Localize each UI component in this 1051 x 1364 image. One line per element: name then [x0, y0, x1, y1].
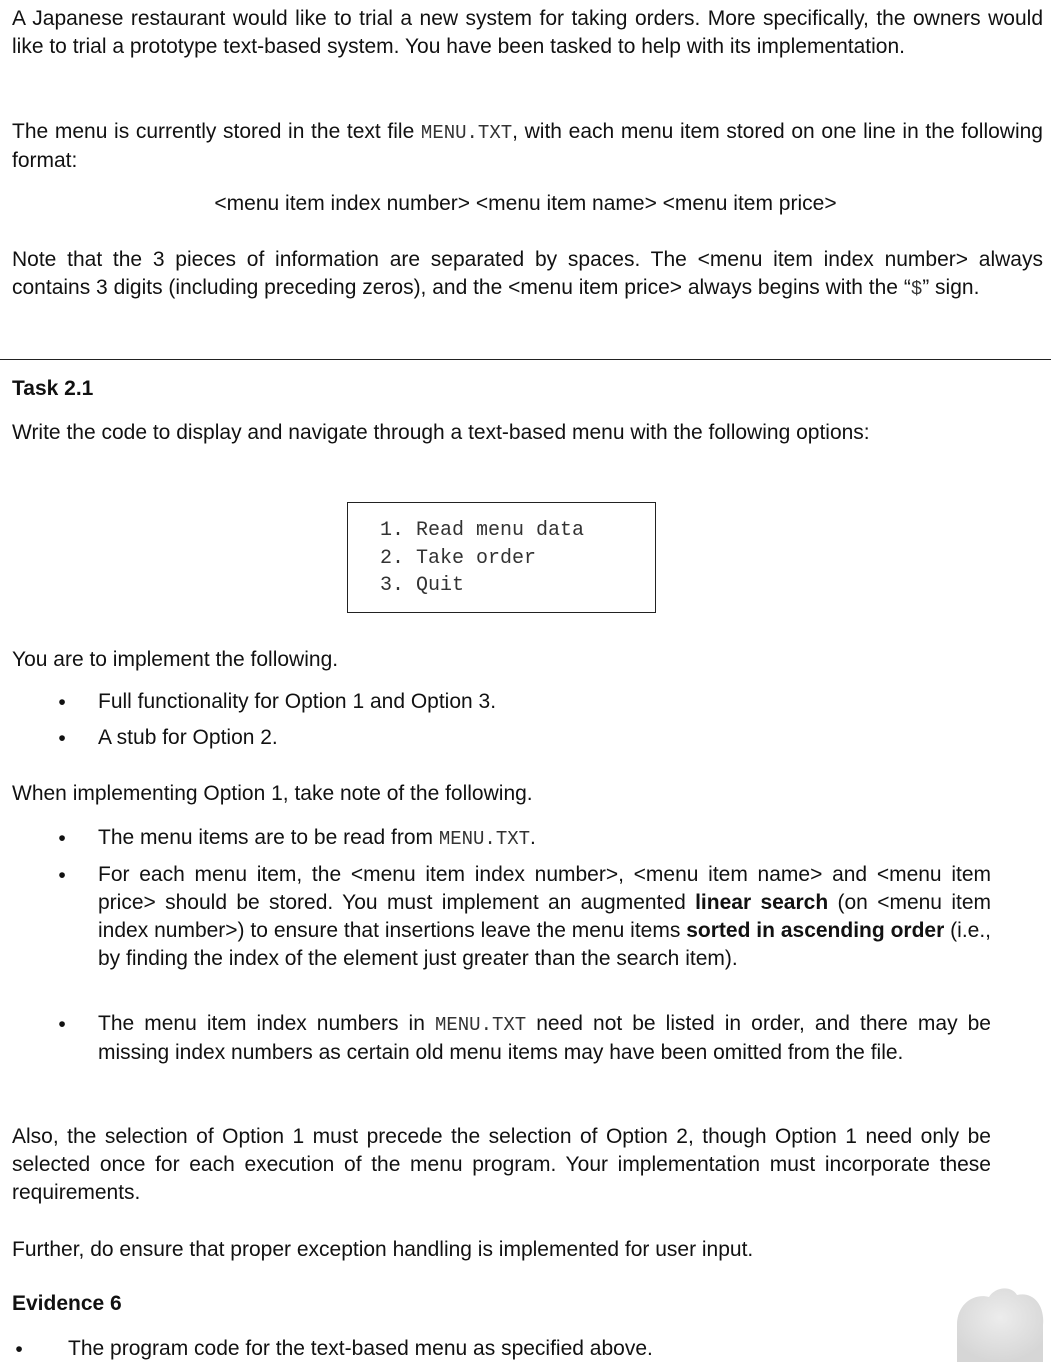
implement-item-2: A stub for Option 2. — [98, 726, 278, 749]
option1-intro: When implementing Option 1, take note of the following. — [12, 782, 533, 805]
section-divider — [0, 359, 1051, 360]
file-name-code: MENU.TXT — [438, 828, 531, 850]
bold-linear-search: linear search — [695, 891, 829, 914]
bullet-icon: • — [58, 727, 66, 750]
intro-paragraph-3: Note that the 3 pieces of information are separated by spaces. The <menu item index number> always contains 3 digits (including preceding zeros), and the <menu item price> always begins with the “$” sign. — [12, 248, 1043, 300]
menu-option-1: 1. Read menu data — [380, 519, 585, 542]
option1-bullet-1: The menu items are to be read from MENU.TXT. — [98, 826, 536, 850]
dollar-sign-code: $ — [910, 278, 923, 300]
bullet-icon: • — [58, 864, 66, 887]
implement-intro: You are to implement the following. — [12, 648, 339, 671]
bullet-icon: • — [58, 691, 66, 714]
intro-paragraph-1: A Japanese restaurant would like to trial a new system for taking orders. More specifically, the owners would like to trial a prototype text-based system. You have been tasked to help with its implementation. — [12, 7, 1043, 58]
bullet-icon: • — [58, 1013, 66, 1036]
menu-option-3: 3. Quit — [380, 574, 465, 597]
also-paragraph: Also, the selection of Option 1 must precede the selection of Option 2, though Option 1 need only be selected once for each execution of the menu program. Your implementation must incorporate these requirements. — [12, 1125, 991, 1204]
menu-option-2: 2. Take order — [380, 547, 537, 570]
intro-paragraph-2: The menu is currently stored in the text file MENU.TXT, with each menu item stored on one line in the following format: — [12, 120, 1043, 172]
option1-bullet-2: For each menu item, the <menu item index number>, <menu item name> and <menu item price> should be stored. You must implement an augmented linear search (on <menu item index number>) to ensure that insertions leave the menu items sorted in ascending order (i.e., by finding the index of the element just greater than the search item). — [98, 863, 992, 970]
file-name-code: MENU.TXT — [434, 1014, 527, 1036]
menu-options-box — [347, 502, 656, 613]
implement-item-1: Full functionality for Option 1 and Option 3. — [98, 690, 497, 713]
bullet-icon: • — [15, 1338, 23, 1361]
task-heading: Task 2.1 — [12, 377, 94, 400]
task-description: Write the code to display and navigate through a text-based menu with the following options: — [12, 421, 870, 444]
evidence-heading: Evidence 6 — [12, 1292, 122, 1315]
evidence-item: The program code for the text-based menu as specified above. — [68, 1337, 653, 1360]
format-line: <menu item index number> <menu item name> <menu item price> — [214, 192, 837, 215]
file-name-code: MENU.TXT — [420, 122, 513, 144]
bullet-icon: • — [58, 827, 66, 850]
option1-bullet-3: The menu item index numbers in MENU.TXT need not be listed in order, and there may be missing index numbers as certain old menu items may have been omitted from the file. — [98, 1012, 991, 1064]
further-paragraph: Further, do ensure that proper exception handling is implemented for user input. — [12, 1238, 754, 1261]
bold-sorted-ascending: sorted in ascending order — [686, 919, 945, 942]
page-curl-shadow — [955, 1285, 1045, 1362]
